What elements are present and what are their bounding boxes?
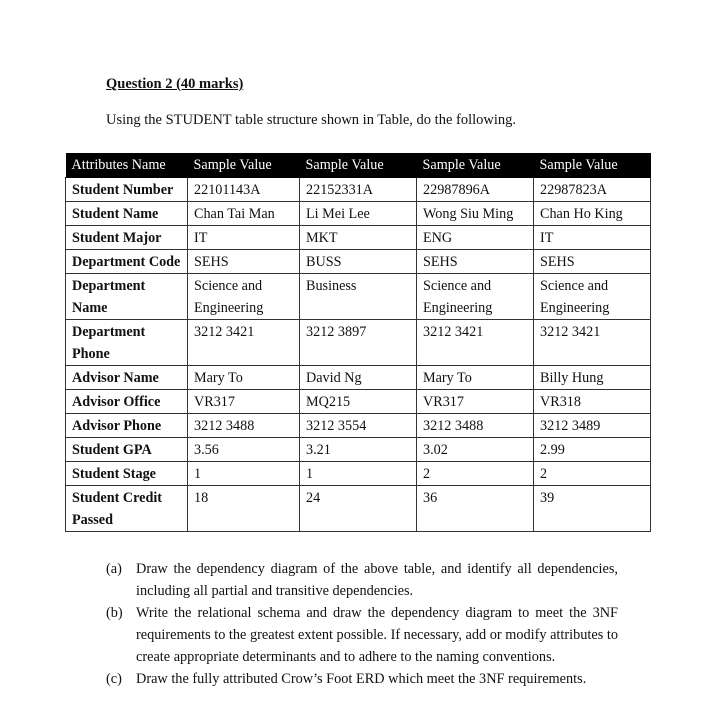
attribute-name: Student Number bbox=[66, 178, 188, 202]
sample-value: 2.99 bbox=[534, 438, 651, 462]
sample-value: Wong Siu Ming bbox=[417, 202, 534, 226]
task-text: Write the relational schema and draw the dependency diagram to meet the 3NF requirements to the greatest extent possible. If necessary, add or modify attributes to create appropriate determinants and to adhere to the naming conventions. bbox=[136, 605, 618, 665]
header-sample-value: Sample Value bbox=[188, 154, 300, 178]
header-attributes-name: Attributes Name bbox=[66, 154, 188, 178]
sample-value: 1 bbox=[300, 462, 417, 486]
attribute-name: Student Major bbox=[66, 226, 188, 250]
sample-value: 3212 3488 bbox=[417, 414, 534, 438]
sample-value: 39 bbox=[534, 486, 651, 532]
table-row bbox=[66, 274, 651, 320]
sample-value: Mary To bbox=[417, 366, 534, 390]
table-row bbox=[66, 202, 651, 226]
table-row bbox=[66, 390, 651, 414]
header-sample-value: Sample Value bbox=[300, 154, 417, 178]
sample-value: 3212 3421 bbox=[188, 320, 300, 366]
sample-value: 22987896A bbox=[417, 178, 534, 202]
sample-value: David Ng bbox=[300, 366, 417, 390]
sample-value: 24 bbox=[300, 486, 417, 532]
sample-value: 3212 3421 bbox=[417, 320, 534, 366]
attribute-name: Department Phone bbox=[66, 320, 188, 366]
sample-value: 18 bbox=[188, 486, 300, 532]
sample-value: SEHS bbox=[534, 250, 651, 274]
sample-value: Li Mei Lee bbox=[300, 202, 417, 226]
sample-value: IT bbox=[188, 226, 300, 250]
attribute-name: Advisor Name bbox=[66, 366, 188, 390]
sample-value: VR317 bbox=[188, 390, 300, 414]
sample-value: 22101143A bbox=[188, 178, 300, 202]
sample-value: Mary To bbox=[188, 366, 300, 390]
task-marker: (b) bbox=[106, 605, 123, 621]
attribute-name: Student GPA bbox=[66, 438, 188, 462]
sample-value: 3212 3421 bbox=[534, 320, 651, 366]
sample-value: SEHS bbox=[417, 250, 534, 274]
sample-value: 3212 3897 bbox=[300, 320, 417, 366]
sample-value: MKT bbox=[300, 226, 417, 250]
sample-value: Science and Engineering bbox=[534, 274, 651, 320]
sample-value: VR318 bbox=[534, 390, 651, 414]
sample-value: 3.21 bbox=[300, 438, 417, 462]
sample-value: MQ215 bbox=[300, 390, 417, 414]
attribute-name: Department Code bbox=[66, 250, 188, 274]
task-marker: (a) bbox=[106, 561, 122, 577]
sample-value: VR317 bbox=[417, 390, 534, 414]
table-row bbox=[66, 366, 651, 390]
table-row bbox=[66, 178, 651, 202]
sample-value: 36 bbox=[417, 486, 534, 532]
sample-value: IT bbox=[534, 226, 651, 250]
attribute-name: Advisor Office bbox=[66, 390, 188, 414]
table-row bbox=[66, 320, 651, 366]
task-item bbox=[106, 558, 618, 602]
attribute-name: Student Credit Passed bbox=[66, 486, 188, 532]
sample-value: 1 bbox=[188, 462, 300, 486]
sample-value: 3.02 bbox=[417, 438, 534, 462]
task-text: Draw the fully attributed Crow’s Foot ERD which meet the 3NF requirements. bbox=[136, 671, 587, 687]
sample-value: 3.56 bbox=[188, 438, 300, 462]
sample-value: 3212 3489 bbox=[534, 414, 651, 438]
attribute-name: Department Name bbox=[66, 274, 188, 320]
attribute-name: Advisor Phone bbox=[66, 414, 188, 438]
sample-value: Science and Engineering bbox=[188, 274, 300, 320]
sample-value: Science and Engineering bbox=[417, 274, 534, 320]
attribute-name: Student Stage bbox=[66, 462, 188, 486]
table-row bbox=[66, 462, 651, 486]
sample-value: SEHS bbox=[188, 250, 300, 274]
task-marker: (c) bbox=[106, 671, 122, 687]
student-table bbox=[65, 153, 651, 532]
sample-value: ENG bbox=[417, 226, 534, 250]
sample-value: 3212 3488 bbox=[188, 414, 300, 438]
table-row bbox=[66, 438, 651, 462]
question-heading: Question 2 (40 marks) bbox=[106, 76, 244, 92]
sample-value: 2 bbox=[534, 462, 651, 486]
sample-value: 22152331A bbox=[300, 178, 417, 202]
sample-value: Billy Hung bbox=[534, 366, 651, 390]
task-text: Draw the dependency diagram of the above table, and identify all dependencies, including all partial and transitive dependencies. bbox=[136, 561, 618, 599]
question-intro: Using the STUDENT table structure shown in Table, do the following. bbox=[106, 112, 517, 128]
sample-value: 2 bbox=[417, 462, 534, 486]
table-row bbox=[66, 250, 651, 274]
sample-value: Chan Ho King bbox=[534, 202, 651, 226]
table-row bbox=[66, 486, 651, 532]
sample-value: 22987823A bbox=[534, 178, 651, 202]
attribute-name: Student Name bbox=[66, 202, 188, 226]
task-item bbox=[106, 668, 618, 690]
task-item bbox=[106, 602, 618, 668]
sample-value: 3212 3554 bbox=[300, 414, 417, 438]
task-list bbox=[106, 558, 618, 690]
sample-value: Business bbox=[300, 274, 417, 320]
table-header-row bbox=[66, 154, 651, 178]
table-row bbox=[66, 414, 651, 438]
header-sample-value: Sample Value bbox=[534, 154, 651, 178]
table-row bbox=[66, 226, 651, 250]
sample-value: BUSS bbox=[300, 250, 417, 274]
header-sample-value: Sample Value bbox=[417, 154, 534, 178]
sample-value: Chan Tai Man bbox=[188, 202, 300, 226]
